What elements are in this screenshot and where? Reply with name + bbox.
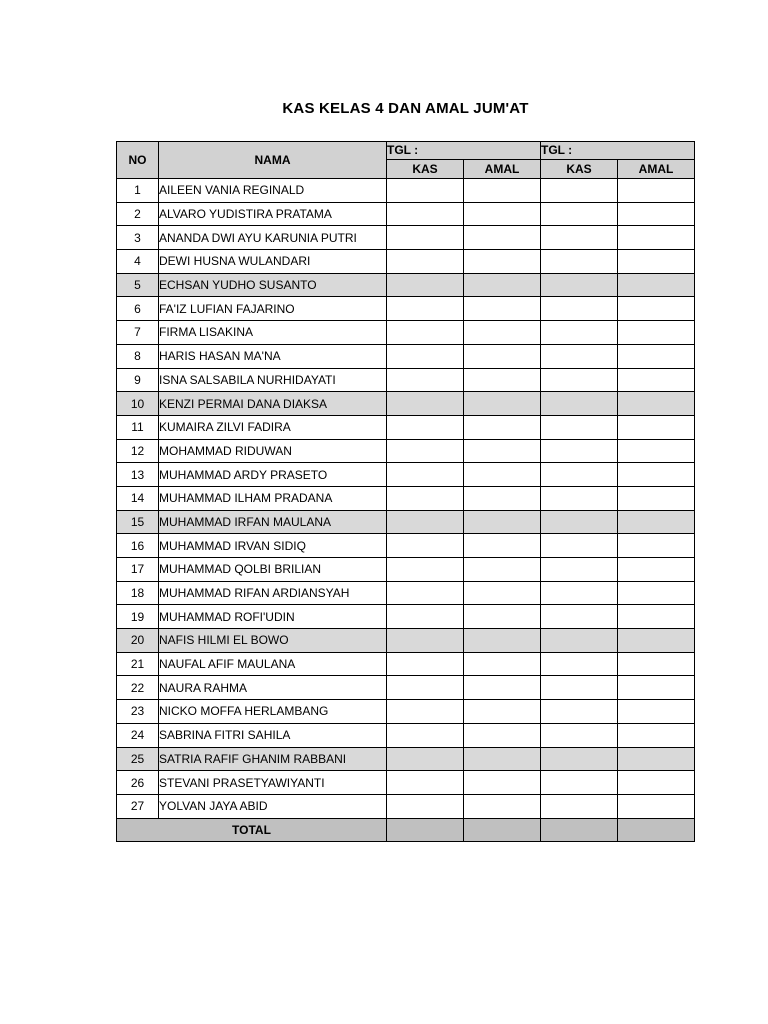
header-nama: NAMA — [159, 142, 387, 179]
kas-1-cell — [387, 486, 464, 510]
amal-2-cell — [618, 558, 695, 582]
table-row — [117, 510, 695, 534]
amal-1-cell — [464, 344, 541, 368]
row-number: 6 — [117, 297, 159, 321]
header-kas-1: KAS — [387, 160, 464, 179]
student-name: FA'IZ LUFIAN FAJARINO — [159, 297, 387, 321]
amal-1-cell — [464, 534, 541, 558]
total-amal-1-cell — [464, 818, 541, 841]
row-number: 4 — [117, 250, 159, 274]
row-number: 23 — [117, 700, 159, 724]
kas-2-cell — [541, 794, 618, 818]
table-row — [117, 297, 695, 321]
kas-1-cell — [387, 510, 464, 534]
kas-1-cell — [387, 794, 464, 818]
student-name: MUHAMMAD IRVAN SIDIQ — [159, 534, 387, 558]
row-number: 8 — [117, 344, 159, 368]
header-tgl-1: TGL : — [387, 142, 541, 160]
kas-1-cell — [387, 202, 464, 226]
student-name: ALVARO YUDISTIRA PRATAMA — [159, 202, 387, 226]
table-row — [117, 652, 695, 676]
kas-1-cell — [387, 558, 464, 582]
amal-1-cell — [464, 179, 541, 203]
kas-1-cell — [387, 321, 464, 345]
amal-2-cell — [618, 676, 695, 700]
amal-1-cell — [464, 747, 541, 771]
student-name: KENZI PERMAI DANA DIAKSA — [159, 392, 387, 416]
row-number: 2 — [117, 202, 159, 226]
row-number: 25 — [117, 747, 159, 771]
amal-2-cell — [618, 202, 695, 226]
kas-1-cell — [387, 534, 464, 558]
kas-1-cell — [387, 250, 464, 274]
kas-1-cell — [387, 344, 464, 368]
kas-1-cell — [387, 605, 464, 629]
amal-2-cell — [618, 486, 695, 510]
table-row — [117, 629, 695, 653]
student-name: MUHAMMAD IRFAN MAULANA — [159, 510, 387, 534]
student-name: NICKO MOFFA HERLAMBANG — [159, 700, 387, 724]
amal-2-cell — [618, 510, 695, 534]
amal-1-cell — [464, 510, 541, 534]
row-number: 17 — [117, 558, 159, 582]
kas-1-cell — [387, 179, 464, 203]
kas-2-cell — [541, 202, 618, 226]
table-row — [117, 581, 695, 605]
amal-2-cell — [618, 179, 695, 203]
row-number: 26 — [117, 771, 159, 795]
amal-1-cell — [464, 439, 541, 463]
kas-2-cell — [541, 747, 618, 771]
cash-table — [116, 141, 695, 842]
kas-1-cell — [387, 439, 464, 463]
student-name: YOLVAN JAYA ABID — [159, 794, 387, 818]
student-name: ECHSAN YUDHO SUSANTO — [159, 273, 387, 297]
amal-1-cell — [464, 700, 541, 724]
kas-2-cell — [541, 771, 618, 795]
amal-2-cell — [618, 534, 695, 558]
row-number: 7 — [117, 321, 159, 345]
kas-2-cell — [541, 368, 618, 392]
amal-2-cell — [618, 463, 695, 487]
student-name: STEVANI PRASETYAWIYANTI — [159, 771, 387, 795]
amal-2-cell — [618, 723, 695, 747]
amal-2-cell — [618, 605, 695, 629]
table-row — [117, 179, 695, 203]
amal-2-cell — [618, 652, 695, 676]
total-kas-1-cell — [387, 818, 464, 841]
amal-1-cell — [464, 581, 541, 605]
table-row — [117, 771, 695, 795]
table-row — [117, 202, 695, 226]
table-row — [117, 486, 695, 510]
amal-1-cell — [464, 226, 541, 250]
row-number: 24 — [117, 723, 159, 747]
amal-1-cell — [464, 558, 541, 582]
amal-1-cell — [464, 676, 541, 700]
student-name: MUHAMMAD ARDY PRASETO — [159, 463, 387, 487]
header-amal-2: AMAL — [618, 160, 695, 179]
kas-1-cell — [387, 297, 464, 321]
amal-1-cell — [464, 794, 541, 818]
table-row — [117, 344, 695, 368]
header-amal-1: AMAL — [464, 160, 541, 179]
table-row — [117, 605, 695, 629]
header-kas-2: KAS — [541, 160, 618, 179]
kas-2-cell — [541, 486, 618, 510]
kas-2-cell — [541, 273, 618, 297]
total-label: TOTAL — [117, 818, 387, 841]
row-number: 19 — [117, 605, 159, 629]
row-number: 15 — [117, 510, 159, 534]
amal-1-cell — [464, 392, 541, 416]
amal-2-cell — [618, 581, 695, 605]
amal-2-cell — [618, 344, 695, 368]
kas-1-cell — [387, 226, 464, 250]
table-row — [117, 463, 695, 487]
table-row — [117, 700, 695, 724]
amal-1-cell — [464, 605, 541, 629]
student-name: AILEEN VANIA REGINALD — [159, 179, 387, 203]
row-number: 20 — [117, 629, 159, 653]
kas-1-cell — [387, 676, 464, 700]
row-number: 14 — [117, 486, 159, 510]
amal-2-cell — [618, 415, 695, 439]
total-amal-2-cell — [618, 818, 695, 841]
kas-2-cell — [541, 392, 618, 416]
row-number: 11 — [117, 415, 159, 439]
kas-2-cell — [541, 226, 618, 250]
amal-1-cell — [464, 486, 541, 510]
total-kas-2-cell — [541, 818, 618, 841]
row-number: 22 — [117, 676, 159, 700]
amal-1-cell — [464, 273, 541, 297]
kas-2-cell — [541, 510, 618, 534]
table-row — [117, 747, 695, 771]
row-number: 5 — [117, 273, 159, 297]
row-number: 27 — [117, 794, 159, 818]
amal-2-cell — [618, 700, 695, 724]
kas-2-cell — [541, 439, 618, 463]
student-name: MUHAMMAD QOLBI BRILIAN — [159, 558, 387, 582]
student-name: DEWI HUSNA WULANDARI — [159, 250, 387, 274]
row-number: 1 — [117, 179, 159, 203]
kas-1-cell — [387, 415, 464, 439]
amal-1-cell — [464, 415, 541, 439]
table-body — [117, 142, 695, 842]
kas-1-cell — [387, 700, 464, 724]
row-number: 3 — [117, 226, 159, 250]
row-number: 21 — [117, 652, 159, 676]
kas-1-cell — [387, 652, 464, 676]
amal-1-cell — [464, 368, 541, 392]
student-name: ANANDA DWI AYU KARUNIA PUTRI — [159, 226, 387, 250]
kas-2-cell — [541, 344, 618, 368]
kas-2-cell — [541, 723, 618, 747]
student-name: SABRINA FITRI SAHILA — [159, 723, 387, 747]
amal-2-cell — [618, 226, 695, 250]
student-name: SATRIA RAFIF GHANIM RABBANI — [159, 747, 387, 771]
kas-1-cell — [387, 463, 464, 487]
amal-1-cell — [464, 629, 541, 653]
student-name: MUHAMMAD RIFAN ARDIANSYAH — [159, 581, 387, 605]
table-row — [117, 794, 695, 818]
kas-2-cell — [541, 463, 618, 487]
kas-2-cell — [541, 652, 618, 676]
kas-1-cell — [387, 629, 464, 653]
kas-2-cell — [541, 629, 618, 653]
kas-1-cell — [387, 747, 464, 771]
kas-1-cell — [387, 581, 464, 605]
kas-1-cell — [387, 273, 464, 297]
student-name: NAUFAL AFIF MAULANA — [159, 652, 387, 676]
kas-2-cell — [541, 534, 618, 558]
header-tgl-2: TGL : — [541, 142, 695, 160]
table-row — [117, 273, 695, 297]
student-name: MOHAMMAD RIDUWAN — [159, 439, 387, 463]
kas-2-cell — [541, 297, 618, 321]
amal-1-cell — [464, 321, 541, 345]
document-title: KAS KELAS 4 DAN AMAL JUM'AT — [282, 100, 529, 117]
table-row — [117, 723, 695, 747]
amal-1-cell — [464, 771, 541, 795]
student-name: MUHAMMAD ROFI'UDIN — [159, 605, 387, 629]
kas-1-cell — [387, 771, 464, 795]
row-number: 18 — [117, 581, 159, 605]
amal-1-cell — [464, 297, 541, 321]
kas-2-cell — [541, 605, 618, 629]
table-row — [117, 368, 695, 392]
table-row — [117, 439, 695, 463]
table-row — [117, 676, 695, 700]
amal-2-cell — [618, 794, 695, 818]
kas-2-cell — [541, 250, 618, 274]
kas-1-cell — [387, 392, 464, 416]
student-name: ISNA SALSABILA NURHIDAYATI — [159, 368, 387, 392]
amal-1-cell — [464, 652, 541, 676]
kas-2-cell — [541, 700, 618, 724]
kas-1-cell — [387, 723, 464, 747]
student-name: NAFIS HILMI EL BOWO — [159, 629, 387, 653]
table-row — [117, 226, 695, 250]
kas-2-cell — [541, 558, 618, 582]
total-row — [117, 818, 695, 841]
kas-1-cell — [387, 368, 464, 392]
kas-2-cell — [541, 581, 618, 605]
amal-2-cell — [618, 297, 695, 321]
table-row — [117, 415, 695, 439]
table-row — [117, 321, 695, 345]
row-number: 13 — [117, 463, 159, 487]
kas-2-cell — [541, 415, 618, 439]
amal-2-cell — [618, 439, 695, 463]
amal-2-cell — [618, 321, 695, 345]
amal-2-cell — [618, 250, 695, 274]
row-number: 16 — [117, 534, 159, 558]
row-number: 12 — [117, 439, 159, 463]
amal-2-cell — [618, 771, 695, 795]
amal-2-cell — [618, 368, 695, 392]
table-row — [117, 558, 695, 582]
row-number: 9 — [117, 368, 159, 392]
table-row — [117, 250, 695, 274]
amal-2-cell — [618, 392, 695, 416]
student-name: NAURA RAHMA — [159, 676, 387, 700]
student-name: HARIS HASAN MA'NA — [159, 344, 387, 368]
amal-1-cell — [464, 202, 541, 226]
amal-2-cell — [618, 747, 695, 771]
amal-1-cell — [464, 723, 541, 747]
kas-2-cell — [541, 676, 618, 700]
student-name: MUHAMMAD ILHAM PRADANA — [159, 486, 387, 510]
amal-1-cell — [464, 463, 541, 487]
student-name: KUMAIRA ZILVI FADIRA — [159, 415, 387, 439]
table-row — [117, 534, 695, 558]
amal-2-cell — [618, 629, 695, 653]
table-row — [117, 392, 695, 416]
header-row-1 — [117, 142, 695, 160]
kas-2-cell — [541, 179, 618, 203]
header-no: NO — [117, 142, 159, 179]
row-number: 10 — [117, 392, 159, 416]
amal-2-cell — [618, 273, 695, 297]
amal-1-cell — [464, 250, 541, 274]
student-name: FIRMA LISAKINA — [159, 321, 387, 345]
kas-2-cell — [541, 321, 618, 345]
